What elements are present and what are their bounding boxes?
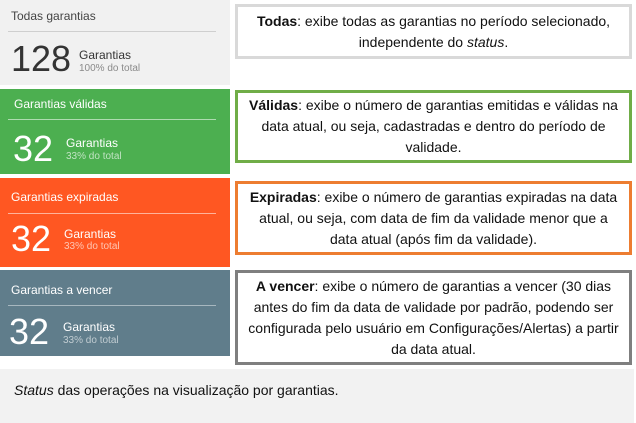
description-body: : exibe o número de garantias a vencer (30 dias antes do fim da data de validade por padrão, podendo ser configurada pelo usuário em Configurações/Alertas) a partir da data atual. — [248, 277, 619, 357]
card-garantias-a-vencer[interactable] — [0, 270, 230, 356]
card-garantias-validas[interactable] — [0, 89, 230, 174]
card-percent: 33% do total — [64, 241, 120, 252]
description-todas — [235, 4, 632, 59]
description-body: : exibe o número de garantias emitidas e válidas na data atual, ou seja, cadastradas e dentro do período de validade. — [261, 97, 618, 155]
card-divider — [8, 213, 216, 214]
card-divider — [8, 305, 216, 306]
description-a-vencer — [235, 270, 632, 365]
description-body: : exibe o número de garantias expiradas na data atual, ou seja, com data de fim da validade menor que a data atual (após fim da validade). — [259, 188, 618, 247]
card-title: Garantias a vencer — [11, 283, 113, 297]
description-emphasis: status — [466, 33, 505, 50]
description-term: Expiradas — [249, 188, 317, 205]
card-count: 32 — [11, 218, 52, 259]
caption-text: das operações na visualização por garantias. — [53, 382, 339, 398]
card-divider — [8, 31, 216, 32]
card-count: 32 — [13, 128, 54, 169]
card-title: Garantias expiradas — [11, 190, 119, 204]
card-divider — [8, 119, 216, 120]
description-expiradas — [235, 181, 632, 255]
description-term: A vencer — [255, 277, 315, 294]
card-garantias-expiradas[interactable] — [0, 178, 230, 267]
card-percent: 33% do total — [63, 335, 119, 346]
description-text — [244, 95, 623, 158]
card-title: Todas garantias — [11, 9, 96, 23]
card-count-label: Garantias — [79, 48, 132, 62]
caption-emphasis: Status — [14, 382, 54, 398]
card-percent: 33% do total — [66, 151, 122, 162]
card-count: 128 — [11, 38, 72, 79]
card-title: Garantias válidas — [14, 97, 107, 111]
card-count-label: Garantias — [63, 320, 116, 334]
description-body: : exibe todas as garantias no período selecionado, independente do — [297, 12, 611, 50]
description-term: Válidas — [249, 97, 299, 113]
description-text — [244, 11, 623, 53]
card-percent: 100% do total — [79, 63, 141, 74]
card-count-label: Garantias — [64, 227, 117, 241]
description-term: Todas — [256, 12, 298, 29]
description-text — [244, 187, 623, 250]
description-validas — [235, 90, 632, 163]
description-end: . — [504, 33, 509, 50]
card-count: 32 — [9, 311, 50, 352]
card-todas-garantias[interactable] — [0, 0, 230, 85]
description-text — [244, 276, 623, 360]
card-count-label: Garantias — [66, 136, 119, 150]
figure-caption — [0, 369, 634, 423]
